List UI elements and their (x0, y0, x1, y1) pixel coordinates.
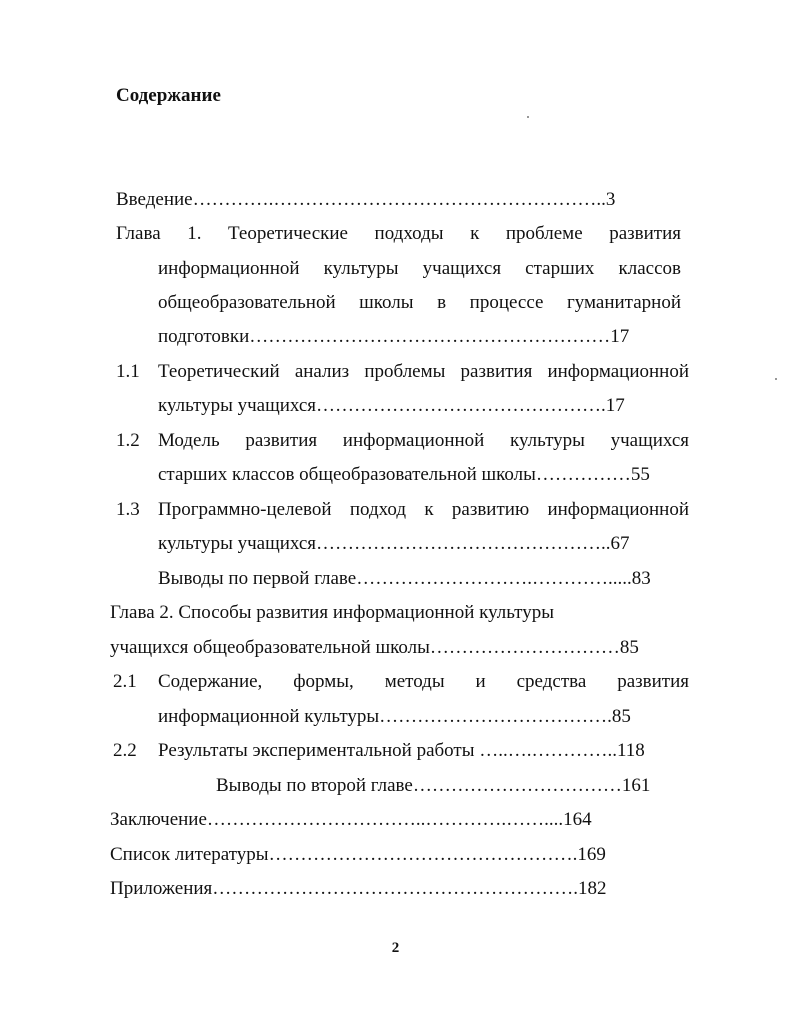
toc-entry-intro: Введение………….……………………………………………..3 (116, 189, 616, 210)
toc-entry-section-1-1-line1: Теоретический анализ проблемы развития информационной (158, 361, 689, 382)
toc-section-number: 1.3 (116, 499, 140, 520)
toc-section-number: 2.2 (113, 740, 137, 761)
toc-entry-section-1-3-line1: Программно-целевой подход к развитию информационной (158, 499, 689, 520)
toc-section-number: 1.1 (116, 361, 140, 382)
toc-entry-chapter2-line2: учащихся общеобразовательной школы…………………………85 (110, 637, 639, 658)
toc-entry-chapter1-line3: общеобразовательной школы в процессе гуманитарной (158, 292, 681, 313)
toc-entry-chapter1-line1: Глава 1. Теоретические подходы к проблеме развития (116, 223, 681, 244)
toc-entry-section-1-3-line2: культуры учащихся………………………………………..67 (158, 533, 630, 554)
toc-entry-chapter1-line4: подготовки…………………………………………………17 (158, 326, 630, 347)
scan-speck (775, 378, 777, 380)
toc-entry-chapter1-conclusions: Выводы по первой главе……………………….………….....83 (158, 568, 651, 589)
toc-section-number: 2.1 (113, 671, 137, 692)
toc-entry-section-1-2-line2: старших классов общеобразовательной школы……………55 (158, 464, 650, 485)
toc-entry-appendices: Приложения………………………………………………….182 (110, 878, 607, 899)
toc-entry-references: Список литературы………………………………………….169 (110, 844, 606, 865)
toc-entry-section-1-1-line2: культуры учащихся……………………………………….17 (158, 395, 625, 416)
page-number: 2 (391, 940, 400, 956)
toc-entry-conclusion: Заключение……………………………..………….……....164 (110, 809, 592, 830)
toc-entry-section-2-1-line2: информационной культуры……………………………….85 (158, 706, 631, 727)
toc-entry-section-2-1-line1: Содержание, формы, методы и средства развития (158, 671, 689, 692)
toc-entry-chapter2-conclusions: Выводы по второй главе……………………………161 (216, 775, 651, 796)
toc-entry-chapter2-line1: Глава 2. Способы развития информационной культуры (110, 602, 554, 623)
toc-entry-chapter1-line2: информационной культуры учащихся старших классов (158, 258, 681, 279)
page-title: Содержание (116, 85, 221, 106)
toc-entry-section-2-2: Результаты экспериментальной работы …..….…………..118 (158, 740, 645, 761)
toc-entry-section-1-2-line1: Модель развития информационной культуры учащихся (158, 430, 689, 451)
scan-speck (527, 116, 529, 118)
toc-section-number: 1.2 (116, 430, 140, 451)
